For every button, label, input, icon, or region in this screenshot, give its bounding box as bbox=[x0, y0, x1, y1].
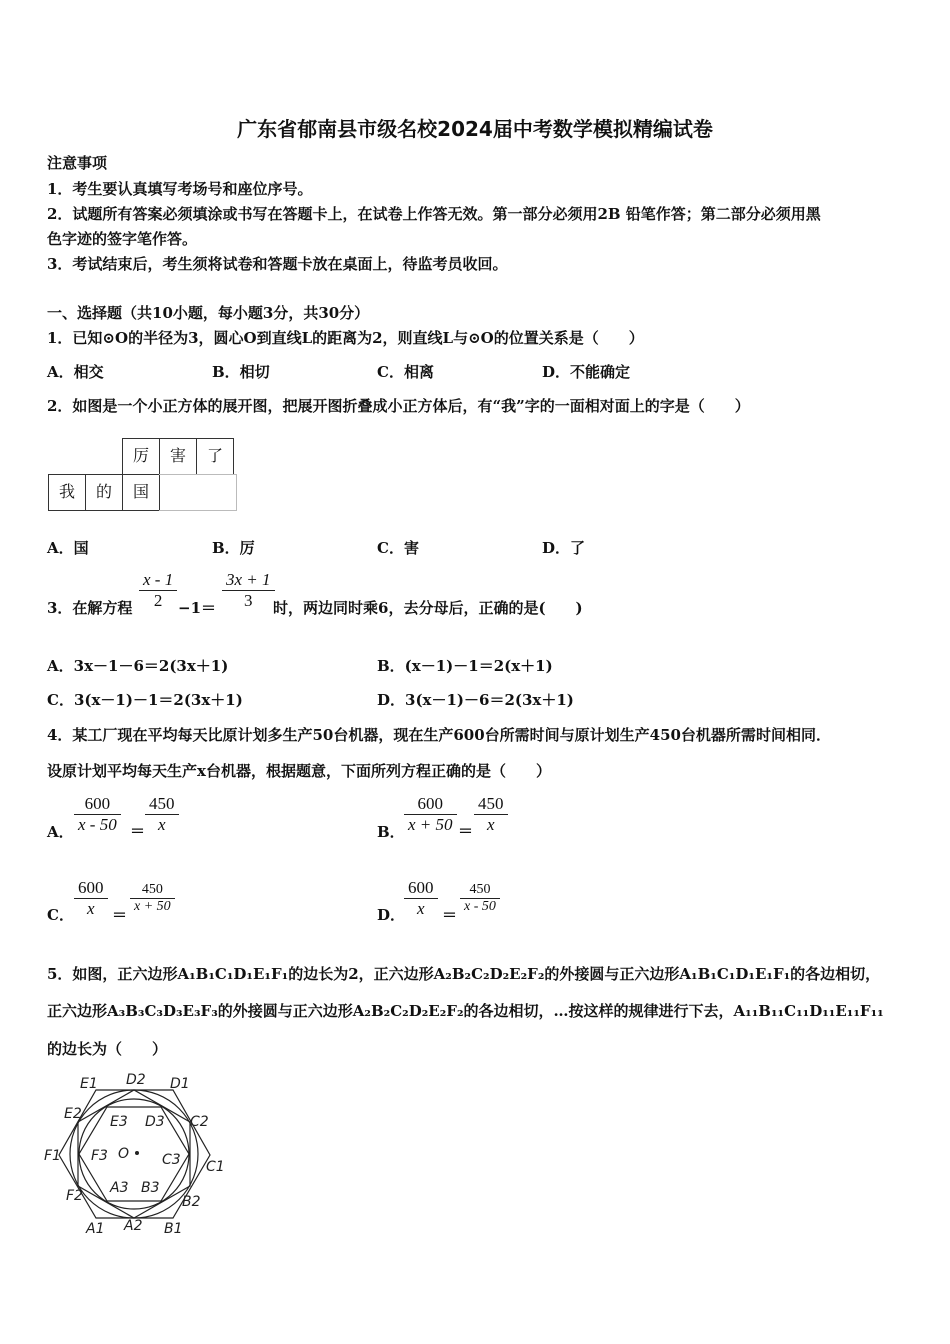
net-cell: 国 bbox=[122, 474, 160, 511]
numerator: 600 bbox=[417, 794, 444, 813]
denominator: x + 50 bbox=[404, 814, 457, 835]
fig-label: A3 bbox=[110, 1180, 129, 1196]
net-cell: 的 bbox=[85, 474, 123, 511]
q4-option-b-label: B． bbox=[377, 823, 405, 841]
q4-a-equals: ＝ bbox=[130, 822, 146, 840]
q1-option-c: C．相离 bbox=[377, 363, 434, 381]
q3-option-d: D．3(x－1)－6＝2(3x＋1) bbox=[377, 691, 574, 709]
q4-option-c-label: C． bbox=[47, 906, 74, 924]
net-cell: 害 bbox=[159, 438, 197, 475]
fig-label: A1 bbox=[86, 1221, 105, 1237]
fig-label: O bbox=[118, 1146, 130, 1162]
notice-item-3: 3．考试结束后，考生须将试卷和答题卡放在桌面上，待监考员收回。 bbox=[47, 255, 508, 273]
fig-label: F1 bbox=[44, 1148, 61, 1164]
q4-a-fraction-2 bbox=[145, 794, 179, 835]
net-cell: 了 bbox=[196, 438, 234, 475]
denominator: x bbox=[74, 898, 108, 919]
notice-heading: 注意事项 bbox=[47, 154, 108, 172]
numerator: 450 bbox=[469, 882, 491, 897]
q4-c-fraction-2 bbox=[130, 882, 175, 915]
q2-option-c: C．害 bbox=[377, 539, 419, 557]
q3-middle: −1＝ bbox=[178, 599, 217, 617]
numerator: 450 bbox=[141, 882, 163, 897]
fig-label: B3 bbox=[141, 1180, 160, 1196]
fig-label: C2 bbox=[190, 1114, 209, 1130]
fig-label: F3 bbox=[91, 1148, 108, 1164]
q3-fraction-1 bbox=[139, 570, 177, 611]
q1-option-a: A．相交 bbox=[47, 363, 104, 381]
q3-option-a: A．3x－1－6＝2(3x＋1) bbox=[47, 657, 229, 675]
net-cell: 厉 bbox=[122, 438, 160, 475]
q2-option-b: B．厉 bbox=[212, 539, 255, 557]
fig-label: A2 bbox=[124, 1218, 143, 1234]
q4-c-equals: ＝ bbox=[112, 906, 128, 924]
q1-stem: 1．已知⊙O的半径为3，圆心O到直线L的距离为2，则直线L与⊙O的位置关系是（ ） bbox=[47, 329, 644, 347]
fig-label: B2 bbox=[182, 1194, 201, 1210]
q4-d-fraction-1 bbox=[404, 878, 438, 919]
q5-line-3: 的边长为（ ） bbox=[47, 1040, 168, 1058]
q3-fraction-2 bbox=[222, 570, 275, 611]
q4-b-fraction-2 bbox=[474, 794, 508, 835]
denominator: x bbox=[474, 814, 508, 835]
numerator: x - 1 bbox=[143, 570, 174, 589]
q4-line-2: 设原计划平均每天生产x台机器，根据题意，下面所列方程正确的是（ ） bbox=[47, 762, 551, 780]
net-cell: 我 bbox=[48, 474, 86, 511]
denominator: 3 bbox=[222, 590, 275, 611]
fig-label: D2 bbox=[126, 1072, 146, 1088]
fig-label: E1 bbox=[80, 1076, 98, 1092]
section-heading: 一、选择题（共10小题，每小题3分，共30分） bbox=[47, 304, 370, 322]
numerator: 450 bbox=[478, 794, 504, 813]
denominator: x bbox=[145, 814, 179, 835]
q3-prefix: 3．在解方程 bbox=[47, 599, 133, 617]
q2-option-a: A．国 bbox=[47, 539, 89, 557]
denominator: x + 50 bbox=[130, 898, 175, 915]
q2-option-d: D．了 bbox=[542, 539, 586, 557]
q4-b-fraction-1 bbox=[404, 794, 457, 835]
q3-suffix: 时，两边同时乘6，去分母后，正确的是( ) bbox=[273, 599, 583, 617]
fig-label: C1 bbox=[206, 1159, 225, 1175]
q3-option-b: B．(x－1)－1＝2(x＋1) bbox=[377, 657, 553, 675]
numerator: 3x + 1 bbox=[226, 570, 271, 589]
q4-option-a-label: A． bbox=[47, 823, 74, 841]
q4-d-equals: ＝ bbox=[442, 906, 458, 924]
q4-option-d-label: D． bbox=[377, 906, 406, 924]
fig-label: F2 bbox=[66, 1188, 83, 1204]
q5-line-2: 正六边形A₃B₃C₃D₃E₃F₃的外接圆与正六边形A₂B₂C₂D₂E₂F₂的各边相切，…按这样的规律进行下去，A₁₁B₁₁C₁₁D₁₁E₁₁F₁₁ bbox=[47, 1002, 884, 1020]
q4-d-fraction-2 bbox=[460, 882, 500, 915]
numerator: 600 bbox=[84, 794, 111, 813]
exam-title: 广东省郁南县市级名校2024届中考数学模拟精编试卷 bbox=[237, 117, 713, 141]
denominator: x bbox=[404, 898, 438, 919]
notice-item-2: 2．试题所有答案必须填涂或书写在答题卡上，在试卷上作答无效。第一部分必须用2B 铅笔作答；第二部分必须用黑 bbox=[47, 205, 821, 223]
q4-line-1: 4．某工厂现在平均每天比原计划多生产50台机器，现在生产600台所需时间与原计划生产450台机器所需时间相同． bbox=[47, 726, 831, 744]
q1-option-d: D．不能确定 bbox=[542, 363, 631, 381]
denominator: x - 50 bbox=[460, 898, 500, 915]
hexagon-figure bbox=[40, 1068, 230, 1240]
q3-option-c: C．3(x－1)－1＝2(3x＋1) bbox=[47, 691, 243, 709]
notice-item-2-cont: 色字迹的签字笔作答。 bbox=[47, 230, 198, 248]
numerator: 450 bbox=[149, 794, 175, 813]
numerator: 600 bbox=[78, 878, 104, 897]
denominator: x - 50 bbox=[74, 814, 121, 835]
q4-b-equals: ＝ bbox=[458, 822, 474, 840]
q1-option-b: B．相切 bbox=[212, 363, 270, 381]
q4-c-fraction-1 bbox=[74, 878, 108, 919]
fig-label: D1 bbox=[170, 1076, 190, 1092]
fig-label: E3 bbox=[110, 1114, 128, 1130]
notice-item-1: 1．考生要认真填写考场号和座位序号。 bbox=[47, 180, 313, 198]
q4-a-fraction-1 bbox=[74, 794, 121, 835]
net-blank bbox=[159, 474, 237, 511]
denominator: 2 bbox=[139, 590, 177, 611]
q5-line-1: 5．如图，正六边形A₁B₁C₁D₁E₁F₁的边长为2，正六边形A₂B₂C₂D₂E₂F₂的外接圆与正六边形A₁B₁C₁D₁E₁F₁的各边相切， bbox=[47, 965, 881, 983]
numerator: 600 bbox=[408, 878, 434, 897]
fig-label: D3 bbox=[145, 1114, 165, 1130]
fig-label: E2 bbox=[64, 1106, 82, 1122]
fig-label: B1 bbox=[164, 1221, 183, 1237]
center-point bbox=[135, 1151, 139, 1155]
q2-stem: 2．如图是一个小正方体的展开图，把展开图折叠成小正方体后，有“我”字的一面相对面上的字是（ ） bbox=[47, 397, 750, 415]
fig-label: C3 bbox=[162, 1152, 181, 1168]
